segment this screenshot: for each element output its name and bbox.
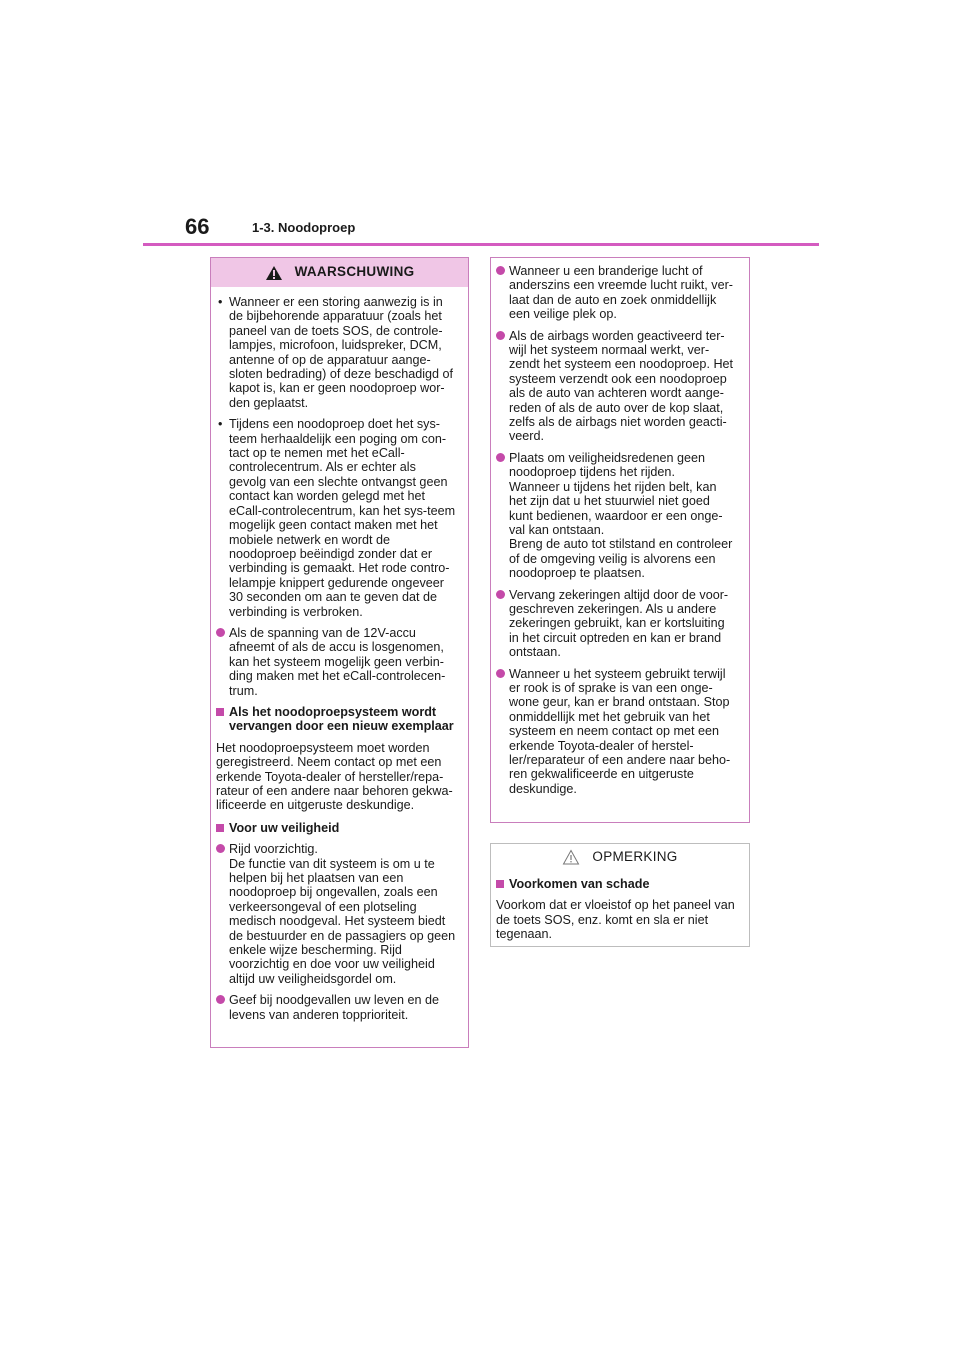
dash-marker: • — [218, 295, 223, 309]
list-item-text: Tijdens een noodoproep doet het sys-teem herhaaldelijk een poging om con-tact op te nemen met het eCall-controlecentrum. Als er echter als gevolg van een slechte ontvangst geen contact kan worden gelegd met het eCall-controlecentrum, kan het sys-teem mogelijk geen contact maken met het mobiele netwerk en wordt de noodoproep beëindigd zonder dat er verbinding is gemaakt. Het rode contro-lelampje knippert gedurende ongeveer 30 seconden om aan te geven dat de verbinding is verbroken. — [229, 417, 456, 619]
warning-header — [211, 258, 468, 287]
list-item-text: Rijd voorzichtig. De functie van dit systeem is om u te helpen bij het plaatsen van een noodoproep bij ongevallen, zoals een verkeersongeval of een plotseling medisch noodgeval. Het systeem biedt de bestuurder en de passagiers op geen enkele wijze bescherming. Rijd voorzichtig en doe voor uw veiligheid altijd uw veiligheidsgordel om. — [229, 842, 456, 986]
note-box — [490, 843, 750, 947]
circle-bullet-icon — [496, 453, 505, 462]
subheading — [496, 877, 737, 891]
dash-marker: • — [218, 417, 223, 432]
list-item-text: Wanneer u het systeem gebruikt terwijl er rook is of sprake is van een onge-wone geur, kan er brand ontstaan. Stop onmiddellijk met het gebruik van het systeem en neem contact op met een erkende Toyota-dealer of herstel-ler/reparateur of een andere naar beho-ren gekwalificeerde en uitgeruste deskundige. — [509, 666, 731, 796]
list-item-text: Als de airbags worden geactiveerd ter-wijl het systeem normaal werkt, ver-zendt het systeem een noodoproep. Het systeem verzendt ook een noodoproep als de auto van achteren wordt aange-reden of als de auto over de kop slaat, zelfs als de airbags niet worden geacti-veerd. — [509, 328, 734, 444]
note-title: OPMERKING — [592, 848, 678, 864]
circle-bullet-icon — [496, 590, 505, 599]
subheading — [216, 821, 456, 835]
list-item — [216, 626, 456, 698]
list-item-text: Vervang zekeringen altijd door de voor-geschreven zekeringen. Als u andere zekeringen gebruikt, kan er kortsluiting in het circuit optreden en kan er brand ontstaan. — [509, 587, 729, 660]
circle-bullet-icon — [216, 628, 225, 637]
warning-title: WAARSCHUWING — [294, 264, 415, 280]
list-item-text: Als de spanning van de 12V-accu afneemt of als de accu is losgenomen, kan het systeem mogelijk geen verbin-ding maken met het eCall-controlecen-trum. — [229, 625, 446, 698]
square-bullet-icon — [216, 708, 224, 716]
list-item — [216, 993, 456, 1022]
paragraph: Voorkom dat er vloeistof op het paneel van de toets SOS, enz. komt en sla er niet tegenaan. — [496, 898, 735, 942]
circle-bullet-icon — [216, 995, 225, 1004]
caution-triangle-icon — [562, 849, 580, 865]
subheading-text: Voorkomen van schade — [509, 877, 650, 891]
subheading-text: Voor uw veiligheid — [229, 820, 340, 835]
list-item-text: Wanneer er een storing aanwezig is in de bijbehorende apparatuur (zoals het paneel van de toets SOS, de controle-lampjes, microfoon, luidspreker, DCM, antenne of op de apparatuur aange-sloten bedrading) of deze beschadigd of kapot is, kan er geen noodoproep wor-den geplaatst. — [229, 295, 454, 410]
subheading-text: Als het noodoproepsysteem wordt vervangen door een nieuw exemplaar — [229, 704, 454, 734]
circle-bullet-icon — [496, 331, 505, 340]
list-item — [216, 295, 456, 410]
list-item — [216, 842, 456, 986]
list-item — [496, 451, 737, 581]
list-item-text: Plaats om veiligheidsredenen geen noodoproep tijdens het rijden. Wanneer u tijdens het rijden belt, kan het zijn dat u het stuurwiel niet goed kunt bedienen, waardoor er een onge-val kan ontstaan. Breng de auto tot stilstand en controleer of de omgeving veilig is alvorens een noodoproep te plaatsen. — [509, 450, 733, 581]
circle-bullet-icon — [496, 669, 505, 678]
subheading — [216, 705, 456, 734]
circle-bullet-icon — [216, 844, 225, 853]
warning-box-right — [490, 257, 750, 823]
warning-triangle-icon — [265, 265, 283, 281]
list-item — [496, 264, 737, 322]
list-item — [216, 417, 456, 619]
section-title: 1-3. Noodoproep — [252, 220, 356, 235]
warning-box-left — [210, 257, 469, 1048]
paragraph: Het noodoproepsysteem moet worden geregistreerd. Neem contact op met een erkende Toyota-dealer of hersteller/repa-rateur of een andere naar behoren gekwa-lificeerde en uitgeruste deskundige. — [216, 740, 453, 813]
list-item — [496, 588, 737, 660]
note-header — [491, 844, 749, 870]
list-item — [496, 329, 737, 444]
square-bullet-icon — [216, 824, 224, 832]
page-number: 66 — [185, 214, 210, 239]
header-rule — [143, 243, 819, 246]
list-item-text: Geef bij noodgevallen uw leven en de levens van anderen topprioriteit. — [229, 993, 440, 1022]
circle-bullet-icon — [496, 266, 505, 275]
square-bullet-icon — [496, 880, 504, 888]
list-item-text: Wanneer u een branderige lucht of anderszins een vreemde lucht ruikt, ver-laat dan de auto en zoek onmiddellijk een veilige plek op. — [509, 264, 733, 322]
list-item — [496, 667, 737, 797]
